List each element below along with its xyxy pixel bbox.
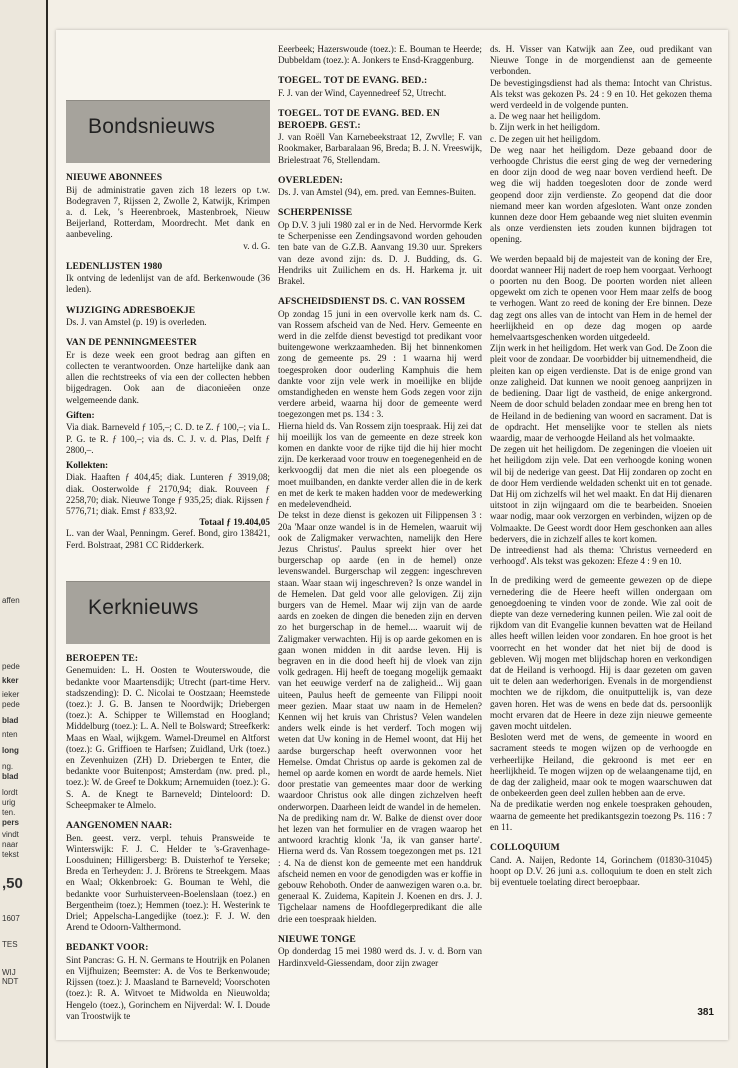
heading-bedankt: BEDANKT VOOR: — [66, 942, 149, 954]
margin-fragment: pede — [2, 662, 20, 671]
section-toegel-2 — [278, 108, 482, 166]
text-bedankt: Sint Pancras: G. H. N. Germans te Houtrijk en Polanen en Vijfhuizen; Beemster: A. de Vos te Berkenwoude; Rijssen (toez.): J. Maasland te Barneveld; Voorschoten (toez.): R. A. Witvoet te Midwolda en Nieuwolda; Hengelo (toez.), Gorinchem en Nijverdal: W. I. Doude van Troostwijk te — [66, 954, 270, 1021]
heading-nieuwe-tonge: NIEUWE TONGE — [278, 933, 356, 945]
margin-fragment: blad — [2, 772, 19, 781]
point-a: a. De weg naar het heiligdom. — [490, 111, 601, 122]
point-c: c. De zegen uit het heiligdom. — [490, 133, 601, 144]
heading-scherpenisse: SCHERPENISSE — [278, 207, 353, 219]
margin-fragment: ten. — [2, 808, 16, 817]
section-beroepen — [66, 653, 270, 811]
signature-abonnees: v. d. G. — [243, 240, 270, 251]
text-intreedienst: De intreedienst had als thema: 'Christus verneederd en verhoogd'. Als tekst was gekozen: Efeze 4 : 9 en 10. — [490, 544, 712, 567]
margin-fragment: naar — [2, 840, 19, 849]
text-afscheidsdienst-3: De tekst in deze dienst is gekozen uit Filippensen 3 : 20a 'Maar onze wandel is in de Hemelen, waaruit wij ook de Zaligmaker verwachten, namelijk den Here Jezus Christus'. Paulus spreekt hier over het burgerschap op aarde (en in de hemel) onze levenswandel. Burgerschap wil zeggen: ingeschreven staan. Waar staan wij ingeschreven? Is onze wandel in de Hemelen. Dat geld voor alle gelovigen. Zij zijn burgers van de Hemel. Maar wij zijn van de aarde aards en zoeken de dingen die beneden zijn en derven zo het burgerschap in de hemel.... waaruit wij de Zaligmaker verwachten. Hij is op aarde gekomen en is gaan wonen midden in dit aardse leven. Hij is begraven en in die dood heeft hij de vloek van zijn volk gedragen. Hij heeft de toegang mogelijk gemaakt van het eeuwige verderf na de zaligheid... Wij gaan uiteen, Paulus heeft de gemeente van Filippi nooit meer gezien. Maar staat uw naam in de Hemelen? Kennen wij het kruis van Christus? Velen wandelen anders welk einde is het verderf. Toch mogen wij weten dat Uw koning in de Hemel woont, dat Hij het aardse burgerschap heeft overwonnen voor het Hemelse. Omdat Christus op aarde is gekomen zal de hemel op aarde komen en wordt de aarde hemels. Niet door prestatie van gemeentes maar door de werking waardoor Christus ook alle dingen zichzelven heeft onderworpen. Daarheen leidt de wandel in de hemelen. — [278, 510, 482, 812]
bondsnieuws-title: Bondsnieuws — [88, 115, 216, 138]
heading-abonnees: NIEUWE ABONNEES — [66, 172, 163, 183]
text-ledenlijsten: Ik ontving de ledenlijst van de afd. Berkenwoude (36 leden). — [66, 273, 270, 295]
text-wijziging: Ds. J. van Amstel (p. 19) is overleden. — [66, 317, 207, 328]
text-werk-heiligdom: Zijn werk in het heiligdom. Het werk van God. De Zoon die pleit voor de zondaar. De voorbidder bij uitnemendheid, die pleiten kan op eigen verdienste. Dat is de enige grond van onze zaligheid. Dat kunnen we nooit genoeg aanprijzen in de bediening. Daar ligt de vastheid, de enige ankergrond. Neem de door schuld beladen zondaar mee en breng hen tot de Heiland in de bediening van woord en sacrament. Dat is de opdracht. Het menselijke voor te stellen als niets waardig, maar de verhoogde Heiland als het volmaakte. — [490, 343, 712, 443]
heading-beroepen: BEROEPEN TE: — [66, 652, 139, 664]
margin-fragment: WIJ — [2, 968, 16, 977]
text-overleden: Ds. J. van Amstel (94), em. pred. van Eemnes-Buiten. — [278, 187, 477, 198]
margin-fragment: blad — [2, 716, 19, 725]
column-left — [66, 44, 270, 1022]
bondsnieuws-banner — [66, 100, 270, 163]
text-nieuwe-tonge: Op donderdag 15 mei 1980 werd ds. J. v. d. Born van Hardinxveld-Giessendam, door zijn zwager — [278, 946, 482, 968]
text-abonnees: Bij de administratie gaven zich 18 lezers op t.w. Bodegraven 7, Rijssen 2, Zwolle 2, Katwijk, Krimpen a. d. Lek, 's Heerenbroek, Mastenbroek, Nieuw Beijerland, Rotterdam, Moordrecht. Met dank en aanbeveling. — [66, 184, 270, 240]
section-afscheidsdienst — [278, 296, 482, 925]
margin-fragment: TES — [2, 940, 18, 949]
text-giften: Via diak. Barneveld ƒ 105,–; C. D. te Z. ƒ 100,–; via L. P. G. te R. ƒ 100,–; via ds. C. J. v. d. Plas, Delft ƒ 2800,–. — [66, 422, 270, 455]
margin-fragment: tekst — [2, 850, 19, 859]
page-number: 381 — [697, 1007, 714, 1018]
section-overleden — [278, 175, 482, 199]
text-continued: Eeerbeek; Hazerswoude (toez.): E. Bouman te Heerde; Dubbeldam (toez.): A. Jonkers te Ensd-Kraggenburg. — [278, 44, 482, 66]
margin-fragment: ieker — [2, 690, 20, 699]
text-afscheidsdienst-1: Op zondag 15 juni in een overvolle kerk nam ds. C. van Rossem afscheid van de Ned. Herv. Gemeente en werd in die zelfde dienst bevestigd tot predikant voor buitengewone werkzaamheden. Bij het binnenkomen zong de gemeente ps. 29 : 1 waarna hij werd toegesproken door ouderling Kamphuis die hem dankte voor zijn vele werk in moeilijke en blijde omstandigheden en wenste hem Gods zegen voor zijn verdere arbeid, waarna hij door de gemeente werd toegezongen met ps. 134 : 3. — [278, 308, 482, 420]
column-right — [490, 44, 712, 888]
heading-afscheidsdienst: AFSCHEIDSDIENST DS. C. VAN ROSSEM — [278, 296, 466, 308]
section-penningmeester — [66, 337, 270, 551]
margin-fragment: long — [2, 746, 19, 755]
kerknieuws-title: Kerknieuws — [88, 595, 199, 619]
text-bevestiging: De bevestigingsdienst had als thema: Intocht van Christus. Als tekst was gekozen Ps. 24 : 9 en 10. Het gekozen thema werd verdeeld in de volgende punten. — [490, 77, 712, 111]
heading-toegel-1: TOEGEL. TOT DE EVANG. BED.: — [278, 75, 428, 87]
heading-colloquium: COLLOQUIUM — [490, 842, 560, 854]
text-toegel-1: F. J. van der Wind, Cayennedreef 52, Utrecht. — [278, 87, 447, 98]
margin-fragment: ng. — [2, 762, 14, 771]
text-penningmeester: Er is deze week een groot bedrag aan giften en collecten te verantwoorden. Onze hartelijke dank aan allen die rechtstreeks of via een der collecten hebben bijgedragen. Ook aan de diaconieëen onze welgemeende dank. — [66, 349, 270, 405]
text-beroepen: Genemuiden: L. H. Oosten te Wouterswoude, die bedankte voor Maartensdijk; Utrecht (part-time Herv. stadszending): D. C. Nicolai te Oostzaan; Heemstede (toez.): J. G. B. Jansen te Noordwijk; Driebergen (toez.): A. Schipper te Willemstad en Hoogland; Middelburg (toez.): L. A. Nell te Bolsward; Streefkerk: Maas en Waal, wijkgem. Wamel-Dreumel en Altforst (toez.): G. Griffioen te Harfsen; Zuidland, Urk (toez.) en Zevenhuizen (ZH) D. Driebergen te Enter, die bedankte voor Buitenpost; Amsterdam (nw. pred. pl., toez.): W. de Greef te Dokkum; Arnemuiden (toez.): G. S. A. de Knegt te Barneveld; Dinteloord: D. Scheepmaker te Almelo. — [66, 665, 270, 810]
text-predikatie: Na de predikatie werden nog enkele toespraken gehouden, waarna de gemeente het predikantsgezin toezong Ps. 116 : 7 en 11. — [490, 799, 712, 832]
heading-penningmeester: VAN DE PENNINGMEESTER — [66, 337, 197, 349]
text-aangenomen: Ben. geest. verz. verpl. tehuis Pransweide te Winterswijk: F. J. C. Helder te 's-Gravenhage-Loosduinen; Hilligersberg: B. Duisterhof te Yerseke; Breda en Terheyden: J. J. Brörens te Streekgem. Maas en Waal; Okkenbroek: G. Bouman te Wehl, die bedankte voor Surhuisterveen-Boelenslaan (toez.) en Bergentheim (toez.); Hemmen (toez.): H. Westerink te Driel; Appelscha-Langedijke (toez.): F. J. W. den Arend te Odoorn-Valthermond. — [66, 832, 270, 933]
margin-fragment: affen — [2, 596, 20, 605]
margin-fragment: ,50 — [2, 876, 23, 892]
heading-giften: Giften: — [66, 410, 95, 421]
totaal-amount: Totaal ƒ 19.404,05 — [199, 517, 270, 528]
newspaper-page — [56, 30, 728, 1040]
text-zegen-heiligdom: De zegen uit het heiligdom. De zegeningen die vloeien uit het heiligdom zijn vele. Dat een verhoogde koning wonen wil bij de nederige van geest. Dat Hij zondaren op zocht en de door Hem verdiende weldaden schenkt uit en tot genade. Dat Hij om zichzelfs wil het wel maakt. En dat Hij dienaren uitstoot in zijn wijngaard om die te bearbeiden. Snoeien waar nodig, maar ook verzorgen en verbinden, wijzen op de Volmaakte. De Geest wordt door Hem geschonken aan alles bedervers, die in zichzelf alles te kort komen. — [490, 444, 712, 544]
margin-fragment: kker — [2, 676, 19, 685]
section-colloquium — [490, 842, 712, 888]
text-prediking: In de prediking werd de gemeente gewezen op de diepe vernedering die de Heere heeft willen ondergaan om genoegdoening te vinden voor de zonde. Wie zal ooit de diepte van deze vernedering kunnen peilen. Wie zal ooit de rijkdom van dit Evangelie kunnen bevatten wat de Heiland alles heeft willen leiden voor zondaren. En hoe groot is het voorrecht en het wonder dat het niet bij de dood is gebleven. Wij mogen met blijdschap horen en verkondigen dat de Heiland is verhoogd. Hij is daar gezeten om gaven uit te delen aan wederhorigen. Evenals in de morgendienst mochten we de rijkdom, die onuitputtelijk is, van deze gaven horen. Het was de wens en bede dat ds. persoonlijk mocht ervaren dat de Heere in deze zijn nieuwe gemeente gaven mocht uitdelen. — [490, 575, 712, 731]
heading-overleden: OVERLEDEN: — [278, 174, 343, 186]
margin-fragment: urig — [2, 798, 16, 807]
section-bedankt — [66, 942, 270, 1022]
heading-wijziging: WIJZIGING ADRESBOEKJE — [66, 304, 196, 316]
section-aangenomen — [66, 820, 270, 933]
margin-fragment: vindt — [2, 830, 19, 839]
heading-ledenlijsten: LEDENLIJSTEN 1980 — [66, 260, 163, 272]
text-majesteit: We werden bepaald bij de majesteit van de koning der Ere, doordat wanneer Hij nadert de roep hem voorgaat. Verhoogt o poorten nu den Boog. De poorten worden niet alleen opgewekt om zich te openen voor Hem maar zelfs de boog te verhogen. Want zo reed de koning der Ere binnen. Deze dag zegt ons alles van de intocht van Hem in de hemel der heerlijkheid en op deze dag mogen op aarde hemelvaartsgeschenken worden uitgedeeld. — [490, 253, 712, 343]
previous-page-strip — [0, 0, 48, 1068]
heading-toegel-2: TOEGEL. TOT DE EVANG. BED. EN BEROEPB. GEST.: — [278, 108, 440, 131]
text-tonge-continued: ds. H. Visser van Katwijk aan Zee, oud predikant van Nieuwe Tonge in de morgendienst aan de gemeente verbonden. — [490, 44, 712, 77]
signature-penningmeester: L. van der Waal, Penningm. Geref. Bond, giro 138421, Ferd. Bolstraat, 2981 CC Ridderkerk. — [66, 528, 270, 550]
margin-fragment: pers — [2, 818, 19, 827]
text-afscheidsdienst-2: Hierna hield ds. Van Rossem zijn toespraak. Hij zei dat hij moeilijk los van de gemeente en deze streek kon komen en dankte voor de rijke tijd die hij hier mocht zijn. De kerkeraad voor trouw en toegenegenheid en de kerkvoogdij dat men die niet als een ploegende os moet muilbanden, en dankte verder allen die in de kerk en met de kerk te maken hadden voor de medewerking en medelevendheid. — [278, 420, 482, 510]
heading-kollekten: Kollekten: — [66, 460, 109, 471]
text-weg-heiligdom: De weg naar het heiligdom. Deze gebaand door de verhoogde Christus die eerst ging de weg der vernedering en door zijn dood de weg naar boven verdiend heeft. De weg die wij hadden toegesloten door de zonde werd geopend door zijn verdienste. Zo geopend dat die door niemand meer kan worden afgesloten. Want onze zonden kunnen deze door Hem gebaande weg niet sluiten evenmin als onze verdiensten iets zouden kunnen bijdragen tot opening. — [490, 144, 712, 245]
text-toegel-2: J. van Roëll Van Karnebeekstraat 12, Zwvlle; F. van Rookmaker, Barbaralaan 96, Breda; B. J. N. Vreeswijk, Brielestraat 76, Stellendam. — [278, 132, 482, 165]
text-afscheidsdienst-4: Na de prediking nam dr. W. Balke de dienst over door het lezen van het formulier en de vragen waarop het antwoord krachtig klonk 'Ja, ik van ganser harte'. Hierna werd ds. Van Rossem toegezongen met ps. 121 : 4. Na de dienst kon de gemeente met een handdruk afscheid nemen en voor de genodigden was er koffie in gebouw Rehoboth. Onder de aanwezigen waren o.a. br. generaal K. Zuidema, Kapitein J. Koenen en drs. J. J. Tigchelaar namens de Hoofdlegerpredikant die alle drie een toespraak hielden. — [278, 812, 482, 924]
margin-fragment: 1607 — [2, 914, 20, 923]
margin-fragment: nten — [2, 730, 18, 739]
section-abonnees — [66, 172, 270, 252]
text-kollekten: Diak. Haaften ƒ 404,45; diak. Lunteren ƒ 3919,08; diak. Oosterwolde ƒ 2170,94; diak. Rouveen ƒ 2258,70; diak. Nieuwe Tonge ƒ 935,25; diak. Rijssen ƒ 5776,71; diak. Emst ƒ 833,92. — [66, 472, 270, 517]
kerknieuws-banner — [66, 581, 270, 644]
section-wijziging — [66, 305, 270, 329]
section-ledenlijsten — [66, 261, 270, 296]
text-scherpenisse: Op D.V. 3 juli 1980 zal er in de Ned. Hervormde Kerk te Scherpenisse een Zendingsavond worden gehouden ten bate van de G.Z.B. Aanvang 19.30 uur. Sprekers van deze avond zijn: ds. D. J. Budding, ds. G. Hendriks uit Zuilichem en ds. H. Harkema jr. uit Brakel. — [278, 219, 482, 286]
section-toegel-1 — [278, 75, 482, 99]
section-scherpenisse — [278, 207, 482, 287]
margin-fragment: NDT — [2, 977, 19, 986]
text-besloten: Besloten werd met de wens, de gemeente in woord en sacrament steeds te mogen wijzen op de verhoogde en verheerlijke Heiland, die gekroond is met eer en heerlijkheid. Te mogen wijzen op de welaangename tijd, en de dag der zaligheid, maar ook te mogen waarschuwen dat de onbekeerden geen deel zullen hebben aan de erve. — [490, 732, 712, 799]
margin-fragment: lordt — [2, 788, 18, 797]
text-colloquium: Cand. A. Naijen, Redonte 14, Gorinchem (01830-31045) hoopt op D.V. 26 juni a.s. colloquium te doen en stelt zich bij eventuele toelating direct beroepbaar. — [490, 854, 712, 887]
margin-fragment: pede — [2, 700, 20, 709]
point-b: b. Zijn werk in het heiligdom. — [490, 122, 600, 133]
heading-aangenomen: AANGENOMEN NAAR: — [66, 820, 173, 832]
section-nieuwe-tonge — [278, 934, 482, 969]
column-middle — [278, 44, 482, 969]
